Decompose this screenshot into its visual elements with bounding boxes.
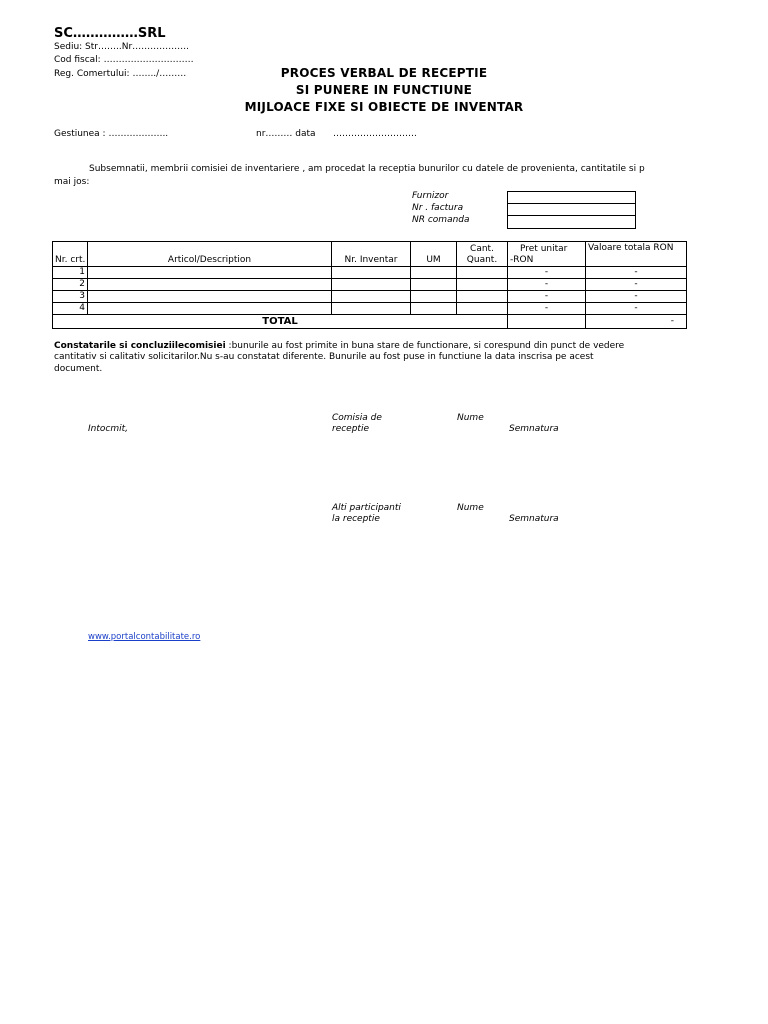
table-row bbox=[53, 279, 687, 291]
table-total-row bbox=[53, 315, 687, 329]
row-um-cell[interactable] bbox=[411, 291, 457, 303]
table-header-row bbox=[53, 242, 687, 267]
conclusions-line-2: cantitativ si calitativ solicitarilor.Nu s-au constatat diferente. Bunurile au fost puse in functiune la data inscrisa pe acest bbox=[54, 352, 594, 362]
row-articol-cell[interactable] bbox=[88, 291, 332, 303]
row-valoare: - bbox=[586, 279, 687, 291]
document-title-line-3: MIJLOACE FIXE SI OBIECTE DE INVENTAR bbox=[244, 100, 524, 114]
header-um: UM bbox=[411, 242, 457, 267]
row-nr: 1 bbox=[53, 267, 88, 279]
nume-label: Nume bbox=[457, 413, 484, 423]
intocmit-label: Intocmit, bbox=[88, 424, 128, 434]
data-dots: ………………………. bbox=[333, 129, 417, 139]
row-pret: - bbox=[508, 291, 586, 303]
header-cant-line-1: Cant. bbox=[470, 244, 494, 254]
portal-link[interactable]: www.portalcontabilitate.ro bbox=[88, 632, 201, 642]
company-registration: Reg. Comertului: ……../……… bbox=[54, 69, 187, 79]
row-um-cell[interactable] bbox=[411, 303, 457, 315]
row-cant-cell[interactable] bbox=[457, 267, 508, 279]
company-fiscal-code: Cod fiscal: ………………………… bbox=[54, 55, 194, 65]
header-articol: Articol/Description bbox=[88, 242, 332, 267]
header-pret-unitar bbox=[508, 242, 586, 267]
semnatura-label: Semnatura bbox=[509, 514, 559, 524]
comisia-label-1: Comisia de bbox=[332, 413, 382, 423]
row-inventar-cell[interactable] bbox=[332, 291, 411, 303]
header-cantitate bbox=[457, 242, 508, 267]
row-cant-cell[interactable] bbox=[457, 279, 508, 291]
row-inventar-cell[interactable] bbox=[332, 267, 411, 279]
semnatura-label: Semnatura bbox=[509, 424, 559, 434]
intro-line-2: mai jos: bbox=[54, 177, 90, 187]
row-cant-cell[interactable] bbox=[457, 291, 508, 303]
gestiune-label: Gestiunea : ……………….. bbox=[54, 129, 169, 139]
total-label: TOTAL bbox=[53, 315, 508, 329]
row-nr: 3 bbox=[53, 291, 88, 303]
nume-label: Nume bbox=[457, 503, 484, 513]
row-valoare: - bbox=[586, 303, 687, 315]
factura-label: Nr . factura bbox=[412, 203, 464, 213]
header-nr-inventar: Nr. Inventar bbox=[332, 242, 411, 267]
conclusions-text-1: :bunurile au fost primite in buna stare de functionare, si corespund din punct de vedere bbox=[225, 341, 625, 351]
row-articol-cell[interactable] bbox=[88, 303, 332, 315]
table-row bbox=[53, 267, 687, 279]
alti-participanti-label-1: Alti participanti bbox=[332, 503, 401, 513]
conclusions-heading: Constatarile si concluziilecomisiei bbox=[54, 341, 226, 351]
row-cant-cell[interactable] bbox=[457, 303, 508, 315]
document-title-line-1: PROCES VERBAL DE RECEPTIE bbox=[280, 66, 488, 80]
footer bbox=[88, 631, 200, 642]
row-um-cell[interactable] bbox=[411, 267, 457, 279]
conclusions-line-3: document. bbox=[54, 364, 103, 374]
row-pret: - bbox=[508, 279, 586, 291]
row-nr: 2 bbox=[53, 279, 88, 291]
header-nr-crt: Nr. crt. bbox=[53, 242, 88, 267]
row-um-cell[interactable] bbox=[411, 279, 457, 291]
row-pret: - bbox=[508, 267, 586, 279]
total-pret-cell bbox=[508, 315, 586, 329]
total-value: - bbox=[586, 315, 687, 329]
table-row bbox=[53, 303, 687, 315]
row-valoare: - bbox=[586, 267, 687, 279]
comisia-label-2: receptie bbox=[332, 424, 370, 434]
company-address: Sediu: Str……..Nr………………. bbox=[54, 42, 190, 52]
alti-participanti-label-2: la receptie bbox=[332, 514, 380, 524]
header-valoare-totala: Valoare totala RON bbox=[586, 242, 687, 267]
intro-line-1: Subsemnatii, membrii comisiei de inventariere , am procedat la receptia bunurilor cu datele de provenienta, cantitatile si p bbox=[89, 164, 645, 174]
header-pret-line-1: Pret unitar bbox=[520, 244, 568, 254]
company-name: SC……………SRL bbox=[54, 26, 166, 41]
header-cant-line-2: Quant. bbox=[466, 255, 498, 265]
row-articol-cell[interactable] bbox=[88, 279, 332, 291]
row-articol-cell[interactable] bbox=[88, 267, 332, 279]
table-row bbox=[53, 291, 687, 303]
row-nr: 4 bbox=[53, 303, 88, 315]
row-valoare: - bbox=[586, 291, 687, 303]
comanda-label: NR comanda bbox=[412, 215, 470, 225]
row-pret: - bbox=[508, 303, 586, 315]
nr-data-label: nr……… data bbox=[256, 129, 316, 139]
document-title-line-2: SI PUNERE IN FUNCTIUNE bbox=[295, 83, 473, 97]
items-table bbox=[52, 241, 687, 329]
header-pret-line-2: -RON bbox=[510, 255, 534, 265]
furnizor-label: Furnizor bbox=[412, 191, 449, 201]
row-inventar-cell[interactable] bbox=[332, 303, 411, 315]
row-inventar-cell[interactable] bbox=[332, 279, 411, 291]
conclusions-line-1 bbox=[54, 341, 686, 351]
comanda-field[interactable] bbox=[507, 215, 636, 229]
